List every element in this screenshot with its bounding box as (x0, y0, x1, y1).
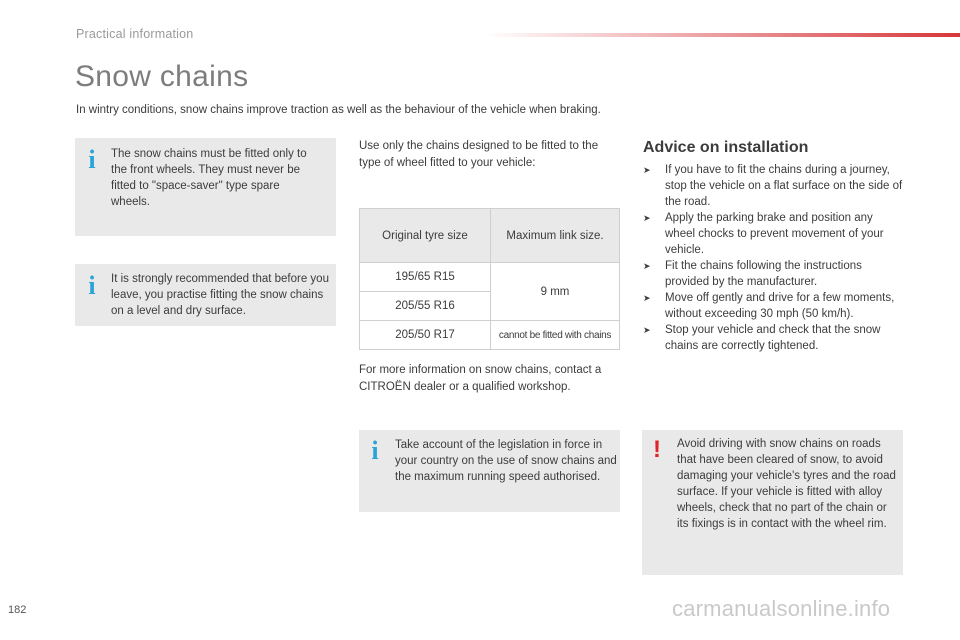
watermark: carmanualsonline.info (672, 596, 891, 621)
tyre-size-cell: 205/50 R17 (360, 321, 491, 350)
arrow-icon: ➤ (643, 325, 651, 335)
arrow-icon: ➤ (643, 293, 651, 303)
list-item (643, 258, 905, 290)
table-row (360, 321, 620, 350)
warning-box (642, 430, 903, 575)
list-item (643, 290, 905, 322)
link-size-cell: 9 mm (491, 263, 620, 321)
tyre-size-table (359, 208, 620, 350)
list-item (643, 210, 905, 258)
info-box-practise (75, 264, 336, 326)
table-row (360, 263, 620, 292)
intro-text: In wintry conditions, snow chains improve traction as well as the behaviour of the vehicle when braking. (76, 104, 601, 116)
arrow-icon: ➤ (643, 261, 651, 271)
info-icon: i (88, 271, 96, 300)
list-item-text: Move off gently and drive for a few moments, without exceeding 30 mph (50 km/h). (665, 292, 895, 320)
header-accent-bar (485, 33, 960, 37)
table-header-link-size: Maximum link size. (491, 209, 620, 263)
list-item (643, 162, 905, 210)
list-item-text: Apply the parking brake and position any wheel chocks to prevent movement of your vehicle. (665, 212, 884, 256)
link-size-cell: cannot be fitted with chains (491, 321, 620, 350)
tyre-size-cell: 205/55 R16 (360, 292, 491, 321)
info-box-front-wheels (75, 138, 336, 236)
info-box-text: Take account of the legislation in force in your country on the use of snow chains and the maximum running speed authorised. (395, 439, 617, 483)
warning-icon: ! (653, 436, 661, 463)
tyre-size-cell: 195/65 R15 (360, 263, 491, 292)
info-icon: i (371, 436, 379, 465)
info-box-text: It is strongly recommended that before you leave, you practise fitting the snow chains on a level and dry surface. (111, 273, 329, 317)
list-item (643, 322, 905, 354)
table-header-tyre-size: Original tyre size (360, 209, 491, 263)
section-title: Practical information (76, 27, 194, 41)
more-info-text: For more information on snow chains, contact a CITROËN dealer or a qualified workshop. (359, 364, 602, 393)
chains-intro-text: Use only the chains designed to be fitted to the type of wheel fitted to your vehicle: (359, 140, 599, 169)
arrow-icon: ➤ (643, 213, 651, 223)
page-title: Snow chains (75, 60, 249, 93)
info-box-text: The snow chains must be fitted only to the front wheels. They must never be fitted to "space-saver" type spare wheels. (111, 148, 307, 208)
info-icon: i (88, 145, 96, 174)
page-number: 182 (8, 604, 27, 616)
list-item-text: If you have to fit the chains during a journey, stop the vehicle on a flat surface on the side of the road. (665, 164, 903, 208)
advice-heading: Advice on installation (643, 139, 809, 156)
warning-box-text: Avoid driving with snow chains on roads that have been cleared of snow, to avoid damaging your vehicle's tyres and the road surface. If your vehicle is fitted with alloy wheels, check that no part of the chain or its fixings is in contact with the wheel rim. (677, 438, 896, 530)
info-box-legislation (359, 430, 620, 512)
list-item-text: Fit the chains following the instructions provided by the manufacturer. (665, 260, 862, 288)
advice-list (643, 162, 905, 354)
list-item-text: Stop your vehicle and check that the snow chains are correctly tightened. (665, 324, 881, 352)
arrow-icon: ➤ (643, 165, 651, 175)
